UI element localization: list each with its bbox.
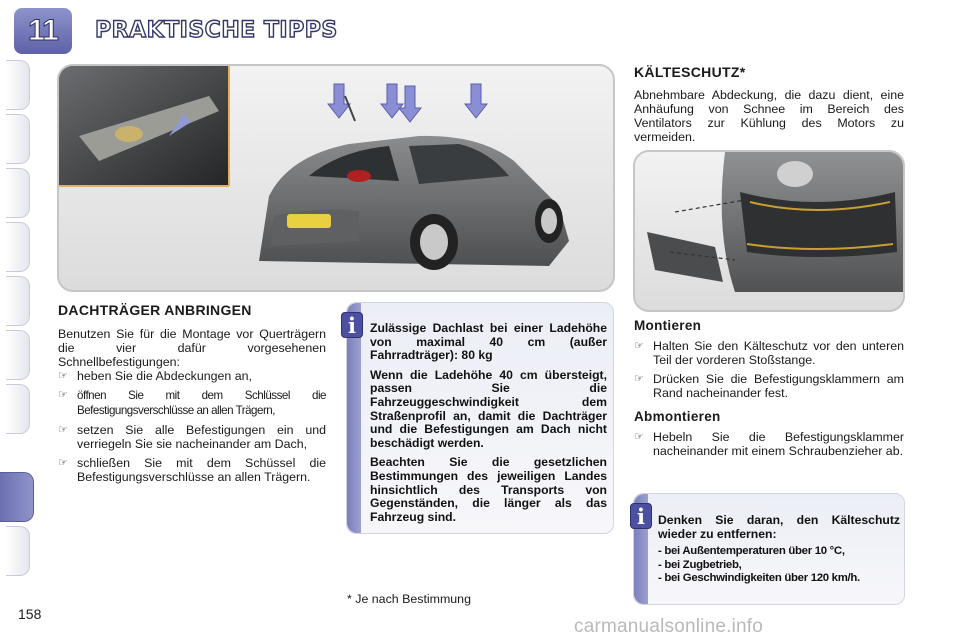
info-icon: i <box>630 503 652 529</box>
footnote: * Je nach Bestimmung <box>347 592 471 606</box>
roof-rack-steps <box>58 369 326 489</box>
list-item: ☞ schließen Sie mit dem Schüssel die Befestigungsverschlüsse an allen Trägern. <box>58 456 326 484</box>
info-text-roof-load: Zulässige Dachlast bei einer Ladehöhe von maximal 40 cm (außer Fahrradträger): 80 kg Wenn die Ladehöhe 40 cm übersteigt, passen Sie die Fahrzeuggeschwindigkeit dem Straßenprofil an, damit die Dachträger und die Befestigungen am Dach nicht beschädigt werden. Beachten Sie die gesetzlichen Bestimmungen des jeweiligen Landes hinsichtlich des Transports von Gegenständen, die länger als das Fahrzeug sind. <box>370 321 607 524</box>
list-item: ☞ heben Sie die Abdeckungen an, <box>58 369 252 383</box>
list-item: ☞ Hebeln Sie die Befestigungsklammer nacheinander mit einem Schraubenzieher ab. <box>634 430 904 458</box>
page-number: 158 <box>18 606 42 622</box>
subtitle-unmount: Abmontieren <box>634 409 721 424</box>
pointing-hand-icon: ☞ <box>58 389 68 401</box>
chapter-tab[interactable] <box>6 114 30 164</box>
front-bumper-illustration <box>633 150 905 312</box>
list-item: ☞ Drücken Sie die Befestigungsklammern am Rand nacheinander fest. <box>634 372 904 400</box>
pointing-hand-icon: ☞ <box>58 457 68 469</box>
info-text-remove-reminder: Denken Sie daran, den Kälteschutz wieder zu entfernen: - bei Außentemperaturen über 10 °C, - bei Zugbetrieb, - bei Geschwindigkeiten über 120 km/h. <box>658 513 900 585</box>
pointing-hand-icon: ☞ <box>634 431 644 443</box>
chapter-tab[interactable] <box>6 222 30 272</box>
chapter-tab[interactable] <box>6 276 30 326</box>
pointing-hand-icon: ☞ <box>58 370 68 382</box>
chapter-tab-active[interactable] <box>0 472 34 522</box>
chapter-tab[interactable] <box>6 60 30 110</box>
watermark: carmanualsonline.info <box>574 616 764 637</box>
pointing-hand-icon: ☞ <box>634 340 644 352</box>
roof-rack-intro: Benutzen Sie für die Montage vor Querträgern die vier dafür vorgesehenen Schnellbefestigungen: <box>58 327 326 369</box>
mount-steps <box>634 339 904 405</box>
pointing-hand-icon: ☞ <box>58 424 68 436</box>
section-title-roof-rack: DACHTRÄGER ANBRINGEN <box>58 302 252 318</box>
subtitle-mount: Montieren <box>634 318 702 333</box>
list-item: ☞ öffnen Sie mit dem Schlüssel die Befestigungsverschlüsse an allen Trägern, <box>58 389 326 417</box>
chapter-tab[interactable] <box>6 526 30 576</box>
list-item: ☞ setzen Sie alle Befestigungen ein und verriegeln Sie sie nacheinander am Dach, <box>58 423 326 451</box>
chapter-tab[interactable] <box>6 168 30 218</box>
chapter-tab[interactable] <box>6 384 30 434</box>
info-icon: i <box>341 312 363 338</box>
page-title: PRAKTISCHE TIPPS <box>95 18 338 43</box>
chapter-tab-strip <box>0 60 38 580</box>
section-title-cold-protection: KÄLTESCHUTZ* <box>634 64 746 80</box>
chapter-tab[interactable] <box>6 330 30 380</box>
cold-protection-intro: Abnehmbare Abdeckung, die dazu dient, eine Anhäufung von Schnee im Bereich des Ventilators zur Kühlung des Motors zu vermeiden. <box>634 88 904 144</box>
chapter-number-badge: 11 <box>14 8 72 54</box>
roof-rack-illustration <box>57 64 615 292</box>
unmount-steps <box>634 430 904 463</box>
pointing-hand-icon: ☞ <box>634 373 644 385</box>
list-item: ☞ Halten Sie den Kälteschutz vor den unteren Teil der vorderen Stoßstange. <box>634 339 904 367</box>
